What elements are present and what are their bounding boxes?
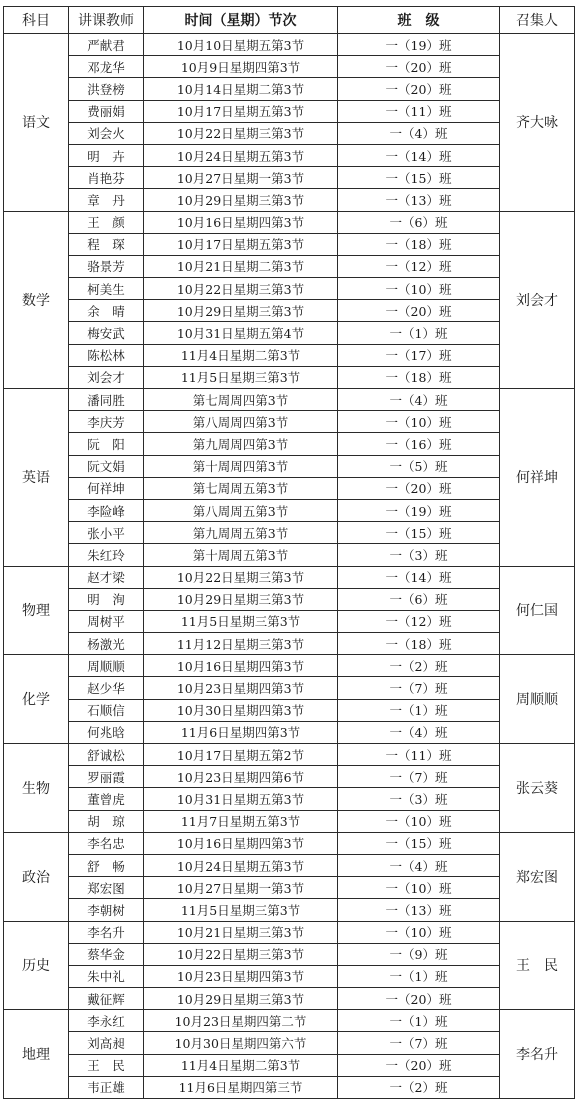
table-row <box>4 921 575 943</box>
time-cell: 10月14日星期二第3节 <box>144 78 338 100</box>
teacher-cell: 肖艳芬 <box>69 167 144 189</box>
header-class: 班 级 <box>338 7 500 34</box>
table-row <box>4 100 575 122</box>
teacher-cell: 赵少华 <box>69 677 144 699</box>
time-cell: 10月21日星期三第3节 <box>144 921 338 943</box>
subject-cell: 历史 <box>4 921 69 1010</box>
table-row <box>4 721 575 743</box>
teacher-cell: 郑宏图 <box>69 877 144 899</box>
time-cell: 10月31日星期五第4节 <box>144 322 338 344</box>
teacher-cell: 李朝树 <box>69 899 144 921</box>
table-row <box>4 322 575 344</box>
time-cell: 11月4日星期二第3节 <box>144 344 338 366</box>
class-cell: 一（6）班 <box>338 211 500 233</box>
time-cell: 10月17日星期五第2节 <box>144 744 338 766</box>
class-cell: 一（2）班 <box>338 1076 500 1098</box>
time-cell: 10月23日星期四第3节 <box>144 677 338 699</box>
class-cell: 一（7）班 <box>338 1032 500 1054</box>
table-row <box>4 477 575 499</box>
class-cell: 一（17）班 <box>338 344 500 366</box>
time-cell: 10月23日星期四第二节 <box>144 1010 338 1032</box>
table-row <box>4 455 575 477</box>
table-row <box>4 899 575 921</box>
convener-cell: 何祥坤 <box>500 389 575 567</box>
subject-cell: 政治 <box>4 832 69 921</box>
class-cell: 一（20）班 <box>338 477 500 499</box>
class-cell: 一（18）班 <box>338 366 500 388</box>
class-cell: 一（18）班 <box>338 633 500 655</box>
time-cell: 10月22日星期三第3节 <box>144 943 338 965</box>
teacher-cell: 周树平 <box>69 610 144 632</box>
table-row <box>4 1076 575 1098</box>
teacher-cell: 余 晴 <box>69 300 144 322</box>
class-cell: 一（10）班 <box>338 411 500 433</box>
convener-cell: 王 民 <box>500 921 575 1010</box>
teacher-cell: 朱红玲 <box>69 544 144 566</box>
teacher-cell: 杨激光 <box>69 633 144 655</box>
table-row <box>4 832 575 854</box>
teacher-cell: 李名升 <box>69 921 144 943</box>
class-cell: 一（10）班 <box>338 810 500 832</box>
teacher-cell: 舒 畅 <box>69 854 144 876</box>
table-row <box>4 278 575 300</box>
table-row <box>4 522 575 544</box>
time-cell: 第十周周四第3节 <box>144 455 338 477</box>
table-row <box>4 965 575 987</box>
time-cell: 第九周周四第3节 <box>144 433 338 455</box>
table-row <box>4 566 575 588</box>
teacher-cell: 刘会才 <box>69 366 144 388</box>
teacher-cell: 刘会火 <box>69 122 144 144</box>
teacher-cell: 李名忠 <box>69 832 144 854</box>
class-cell: 一（9）班 <box>338 943 500 965</box>
class-cell: 一（19）班 <box>338 499 500 521</box>
table-row <box>4 411 575 433</box>
class-cell: 一（15）班 <box>338 522 500 544</box>
subject-cell: 英语 <box>4 389 69 567</box>
header-row <box>4 7 575 34</box>
teacher-cell: 何兆晗 <box>69 721 144 743</box>
table-row <box>4 233 575 255</box>
class-cell: 一（20）班 <box>338 78 500 100</box>
teacher-cell: 石顺信 <box>69 699 144 721</box>
table-header <box>4 7 575 34</box>
class-cell: 一（14）班 <box>338 566 500 588</box>
time-cell: 11月5日星期三第3节 <box>144 610 338 632</box>
time-cell: 10月23日星期四第3节 <box>144 965 338 987</box>
time-cell: 11月6日星期四第三节 <box>144 1076 338 1098</box>
class-cell: 一（15）班 <box>338 167 500 189</box>
table-row <box>4 544 575 566</box>
convener-cell: 齐大咏 <box>500 34 575 212</box>
teacher-cell: 董曾虎 <box>69 788 144 810</box>
header-time: 时间（星期）节次 <box>144 7 338 34</box>
header-teacher: 讲课教师 <box>69 7 144 34</box>
class-cell: 一（12）班 <box>338 610 500 632</box>
class-cell: 一（4）班 <box>338 389 500 411</box>
class-cell: 一（6）班 <box>338 588 500 610</box>
convener-cell: 张云葵 <box>500 744 575 833</box>
convener-cell: 刘会才 <box>500 211 575 389</box>
time-cell: 10月24日星期五第3节 <box>144 144 338 166</box>
time-cell: 10月17日星期五第3节 <box>144 100 338 122</box>
time-cell: 10月16日星期四第3节 <box>144 211 338 233</box>
table-body <box>4 34 575 1099</box>
teacher-cell: 王 民 <box>69 1054 144 1076</box>
time-cell: 第八周周四第3节 <box>144 411 338 433</box>
class-cell: 一（4）班 <box>338 721 500 743</box>
table-row <box>4 144 575 166</box>
table-row <box>4 1032 575 1054</box>
teacher-cell: 明 洵 <box>69 588 144 610</box>
table-row <box>4 78 575 100</box>
teacher-cell: 骆景芳 <box>69 255 144 277</box>
table-row <box>4 499 575 521</box>
time-cell: 11月4日星期二第3节 <box>144 1054 338 1076</box>
time-cell: 第九周周五第3节 <box>144 522 338 544</box>
time-cell: 第十周周五第3节 <box>144 544 338 566</box>
teacher-cell: 程 琛 <box>69 233 144 255</box>
time-cell: 10月24日星期五第3节 <box>144 854 338 876</box>
class-cell: 一（12）班 <box>338 255 500 277</box>
table-row <box>4 854 575 876</box>
teacher-cell: 明 卉 <box>69 144 144 166</box>
class-cell: 一（4）班 <box>338 122 500 144</box>
class-cell: 一（13）班 <box>338 899 500 921</box>
class-cell: 一（7）班 <box>338 766 500 788</box>
teacher-cell: 朱中礼 <box>69 965 144 987</box>
time-cell: 10月29日星期三第3节 <box>144 588 338 610</box>
time-cell: 10月29日星期三第3节 <box>144 988 338 1010</box>
convener-cell: 周顺顺 <box>500 655 575 744</box>
teacher-cell: 何祥坤 <box>69 477 144 499</box>
header-subject: 科目 <box>4 7 69 34</box>
class-cell: 一（3）班 <box>338 544 500 566</box>
class-cell: 一（1）班 <box>338 965 500 987</box>
teacher-cell: 蔡华金 <box>69 943 144 965</box>
time-cell: 10月23日星期四第6节 <box>144 766 338 788</box>
time-cell: 第八周周五第3节 <box>144 499 338 521</box>
class-cell: 一（20）班 <box>338 56 500 78</box>
teacher-cell: 王 颜 <box>69 211 144 233</box>
time-cell: 10月22日星期三第3节 <box>144 278 338 300</box>
teacher-cell: 李庆芳 <box>69 411 144 433</box>
time-cell: 第七周周五第3节 <box>144 477 338 499</box>
table-row <box>4 810 575 832</box>
teacher-cell: 舒诚松 <box>69 744 144 766</box>
time-cell: 11月12日星期三第3节 <box>144 633 338 655</box>
teacher-cell: 费丽娟 <box>69 100 144 122</box>
table-row <box>4 389 575 411</box>
table-row <box>4 255 575 277</box>
time-cell: 10月21日星期二第3节 <box>144 255 338 277</box>
subject-cell: 化学 <box>4 655 69 744</box>
table-row <box>4 677 575 699</box>
teacher-cell: 章 丹 <box>69 189 144 211</box>
class-cell: 一（10）班 <box>338 278 500 300</box>
class-cell: 一（10）班 <box>338 877 500 899</box>
class-cell: 一（1）班 <box>338 322 500 344</box>
table-row <box>4 211 575 233</box>
class-cell: 一（4）班 <box>338 854 500 876</box>
teacher-cell: 柯美生 <box>69 278 144 300</box>
class-cell: 一（11）班 <box>338 100 500 122</box>
class-cell: 一（20）班 <box>338 1054 500 1076</box>
table-row <box>4 1010 575 1032</box>
time-cell: 10月30日星期四第六节 <box>144 1032 338 1054</box>
table-row <box>4 34 575 56</box>
table-row <box>4 300 575 322</box>
class-cell: 一（2）班 <box>338 655 500 677</box>
class-cell: 一（15）班 <box>338 832 500 854</box>
table-row <box>4 766 575 788</box>
teacher-cell: 严献君 <box>69 34 144 56</box>
subject-cell: 数学 <box>4 211 69 389</box>
class-cell: 一（18）班 <box>338 233 500 255</box>
teacher-cell: 赵才梁 <box>69 566 144 588</box>
time-cell: 11月6日星期四第3节 <box>144 721 338 743</box>
class-cell: 一（5）班 <box>338 455 500 477</box>
time-cell: 10月9日星期四第3节 <box>144 56 338 78</box>
time-cell: 10月31日星期五第3节 <box>144 788 338 810</box>
table-row <box>4 344 575 366</box>
teacher-cell: 洪登榜 <box>69 78 144 100</box>
convener-cell: 何仁国 <box>500 566 575 655</box>
header-convener: 召集人 <box>500 7 575 34</box>
teacher-cell: 李永红 <box>69 1010 144 1032</box>
table-row <box>4 744 575 766</box>
table-row <box>4 366 575 388</box>
teacher-cell: 胡 琼 <box>69 810 144 832</box>
teacher-cell: 阮文娟 <box>69 455 144 477</box>
class-cell: 一（19）班 <box>338 34 500 56</box>
teacher-cell: 阮 阳 <box>69 433 144 455</box>
convener-cell: 郑宏图 <box>500 832 575 921</box>
convener-cell: 李名升 <box>500 1010 575 1099</box>
table-row <box>4 433 575 455</box>
teacher-cell: 邓龙华 <box>69 56 144 78</box>
class-cell: 一（14）班 <box>338 144 500 166</box>
time-cell: 10月17日星期五第3节 <box>144 233 338 255</box>
class-cell: 一（10）班 <box>338 921 500 943</box>
time-cell: 10月29日星期三第3节 <box>144 300 338 322</box>
class-cell: 一（20）班 <box>338 988 500 1010</box>
teacher-cell: 梅安武 <box>69 322 144 344</box>
time-cell: 10月22日星期三第3节 <box>144 122 338 144</box>
teacher-cell: 韦正雄 <box>69 1076 144 1098</box>
table-row <box>4 189 575 211</box>
teacher-cell: 陈松林 <box>69 344 144 366</box>
lecture-schedule-table <box>3 6 575 1099</box>
time-cell: 第七周周四第3节 <box>144 389 338 411</box>
time-cell: 10月27日星期一第3节 <box>144 877 338 899</box>
class-cell: 一（16）班 <box>338 433 500 455</box>
teacher-cell: 戴征辉 <box>69 988 144 1010</box>
table-row <box>4 610 575 632</box>
table-row <box>4 122 575 144</box>
subject-cell: 物理 <box>4 566 69 655</box>
class-cell: 一（1）班 <box>338 699 500 721</box>
class-cell: 一（3）班 <box>338 788 500 810</box>
time-cell: 10月30日星期四第3节 <box>144 699 338 721</box>
table-row <box>4 699 575 721</box>
subject-cell: 语文 <box>4 34 69 212</box>
time-cell: 10月29日星期三第3节 <box>144 189 338 211</box>
class-cell: 一（1）班 <box>338 1010 500 1032</box>
table-row <box>4 988 575 1010</box>
table-row <box>4 788 575 810</box>
teacher-cell: 刘高昶 <box>69 1032 144 1054</box>
time-cell: 11月5日星期三第3节 <box>144 366 338 388</box>
table-row <box>4 1054 575 1076</box>
time-cell: 10月22日星期三第3节 <box>144 566 338 588</box>
table-row <box>4 633 575 655</box>
table-row <box>4 56 575 78</box>
class-cell: 一（11）班 <box>338 744 500 766</box>
teacher-cell: 李险峰 <box>69 499 144 521</box>
table-row <box>4 167 575 189</box>
time-cell: 11月7日星期五第3节 <box>144 810 338 832</box>
class-cell: 一（13）班 <box>338 189 500 211</box>
class-cell: 一（20）班 <box>338 300 500 322</box>
teacher-cell: 潘同胜 <box>69 389 144 411</box>
teacher-cell: 罗丽霞 <box>69 766 144 788</box>
table-row <box>4 655 575 677</box>
table-row <box>4 588 575 610</box>
teacher-cell: 张小平 <box>69 522 144 544</box>
teacher-cell: 周顺顺 <box>69 655 144 677</box>
table-row <box>4 877 575 899</box>
table-row <box>4 943 575 965</box>
time-cell: 10月16日星期四第3节 <box>144 832 338 854</box>
subject-cell: 地理 <box>4 1010 69 1099</box>
class-cell: 一（7）班 <box>338 677 500 699</box>
subject-cell: 生物 <box>4 744 69 833</box>
time-cell: 10月27日星期一第3节 <box>144 167 338 189</box>
time-cell: 11月5日星期三第3节 <box>144 899 338 921</box>
time-cell: 10月10日星期五第3节 <box>144 34 338 56</box>
time-cell: 10月16日星期四第3节 <box>144 655 338 677</box>
